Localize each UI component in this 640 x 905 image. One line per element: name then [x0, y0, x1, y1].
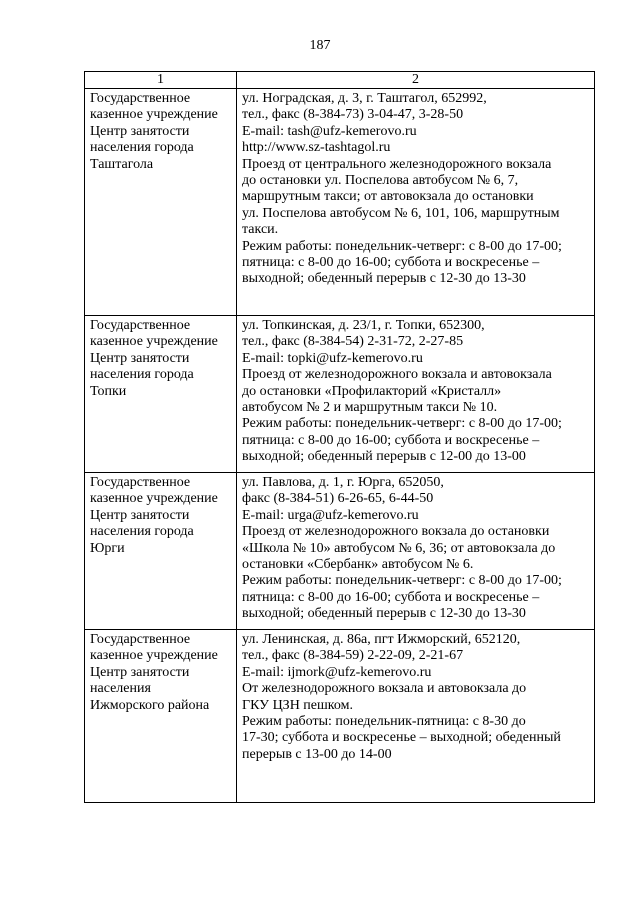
org-line: населения города — [90, 524, 194, 540]
address-line: ул. Топкинская, д. 23/1, г. Топки, 652300, — [242, 318, 485, 333]
schedule-line: пятница: с 8-00 до 16-00; суббота и воскресенье – — [242, 432, 540, 448]
schedule-line: пятница: с 8-00 до 16-00; суббота и воскресенье – — [242, 589, 540, 605]
org-line: Ижморского района — [90, 697, 210, 713]
schedule-line: пятница: с 8-00 до 16-00; суббота и воскресенье – — [242, 255, 540, 271]
org-line: казенное учреждение — [90, 107, 218, 123]
org-line: Таштагола — [90, 156, 154, 172]
contact-info-cell — [237, 89, 595, 316]
contact-info-cell — [237, 316, 595, 473]
organization-cell — [85, 473, 237, 630]
table-header-row — [85, 72, 595, 89]
phone-line: факс (8-384-51) 6-26-65, 6-44-50 — [242, 491, 434, 507]
contact-info-cell — [237, 630, 595, 803]
schedule-line: перерыв с 13-00 до 14-00 — [242, 746, 392, 762]
phone-line: тел., факс (8-384-59) 2-22-09, 2-21-67 — [242, 648, 464, 664]
org-line: казенное учреждение — [90, 334, 218, 350]
organization-cell — [85, 89, 237, 316]
schedule-line: выходной; обеденный перерыв с 12-30 до 13-30 — [242, 606, 526, 622]
org-line: Центр занятости — [90, 664, 190, 680]
column-header-2: 2 — [237, 72, 595, 89]
email-line: E-mail: ijmork@ufz-kemerovo.ru — [242, 664, 432, 680]
contact-info-cell — [237, 473, 595, 630]
page-number: 187 — [309, 38, 331, 53]
table-row — [85, 630, 595, 803]
schedule-line: Режим работы: понедельник-четверг: с 8-00 до 17-00; — [242, 238, 562, 254]
directions-line: «Школа № 10» автобусом № 6, 36; от автовокзала до — [242, 540, 556, 556]
org-line: Центр занятости — [90, 350, 190, 366]
directions-line: автобусом № 2 и маршрутным такси № 10. — [242, 400, 498, 416]
org-line: Государственное — [90, 91, 191, 106]
directions-line: От железнодорожного вокзала и автовокзала до — [242, 681, 527, 697]
directions-line: маршрутным такси; от автовокзала до остановки — [242, 189, 534, 205]
org-line: Государственное — [90, 318, 191, 333]
org-line: населения города — [90, 367, 194, 383]
directions-line: до остановки «Профилакторий «Кристалл» — [242, 383, 502, 399]
org-line: казенное учреждение — [90, 648, 218, 664]
org-line: населения — [90, 681, 151, 697]
address-line: ул. Ленинская, д. 86а, пгт Ижморский, 652120, — [242, 632, 521, 647]
directions-line: остановки «Сбербанк» автобусом № 6. — [242, 557, 474, 573]
schedule-line: выходной; обеденный перерыв с 12-30 до 13-30 — [242, 271, 526, 287]
directions-line: Проезд от центрального железнодорожного вокзала — [242, 156, 552, 172]
schedule-line: 17-30; суббота и воскресенье – выходной; обеденный — [242, 730, 561, 746]
org-line: Центр занятости — [90, 123, 190, 139]
org-line: Юрги — [90, 540, 125, 556]
org-line: населения города — [90, 140, 194, 156]
org-line: Государственное — [90, 475, 191, 490]
table-row — [85, 89, 595, 316]
org-line: Государственное — [90, 632, 191, 647]
phone-line: тел., факс (8-384-54) 2-31-72, 2-27-85 — [242, 334, 464, 350]
org-line: Топки — [90, 383, 127, 399]
email-line: E-mail: tash@ufz-kemerovo.ru — [242, 123, 417, 139]
directions-line: такси. — [242, 222, 279, 238]
directions-line: до остановки ул. Поспелова автобусом № 6, 7, — [242, 173, 519, 189]
directions-line: ул. Поспелова автобусом № 6, 101, 106, маршрутным — [242, 205, 560, 221]
employment-centers-table — [84, 71, 595, 803]
org-line: Центр занятости — [90, 507, 190, 523]
schedule-line: Режим работы: понедельник-пятница: с 8-30 до — [242, 714, 526, 730]
email-line: E-mail: topki@ufz-kemerovo.ru — [242, 350, 423, 366]
schedule-line: Режим работы: понедельник-четверг: с 8-00 до 17-00; — [242, 573, 562, 589]
schedule-line: Режим работы: понедельник-четверг: с 8-00 до 17-00; — [242, 416, 562, 432]
email-line: E-mail: urga@ufz-kemerovo.ru — [242, 507, 419, 523]
organization-cell — [85, 316, 237, 473]
address-line: ул. Ноградская, д. 3, г. Таштагол, 652992, — [242, 91, 487, 106]
address-line: ул. Павлова, д. 1, г. Юрга, 652050, — [242, 475, 444, 490]
organization-cell — [85, 630, 237, 803]
directions-line: ГКУ ЦЗН пешком. — [242, 697, 353, 713]
schedule-line: выходной; обеденный перерыв с 12-00 до 13-00 — [242, 449, 526, 465]
directions-line: Проезд от железнодорожного вокзала и автовокзала — [242, 367, 552, 383]
column-header-1: 1 — [85, 72, 237, 89]
phone-line: тел., факс (8-384-73) 3-04-47, 3-28-50 — [242, 107, 464, 123]
table-row — [85, 316, 595, 473]
org-line: казенное учреждение — [90, 491, 218, 507]
website-line: http://www.sz-tashtagol.ru — [242, 140, 391, 156]
table-row — [85, 473, 595, 630]
directions-line: Проезд от железнодорожного вокзала до остановки — [242, 524, 550, 540]
